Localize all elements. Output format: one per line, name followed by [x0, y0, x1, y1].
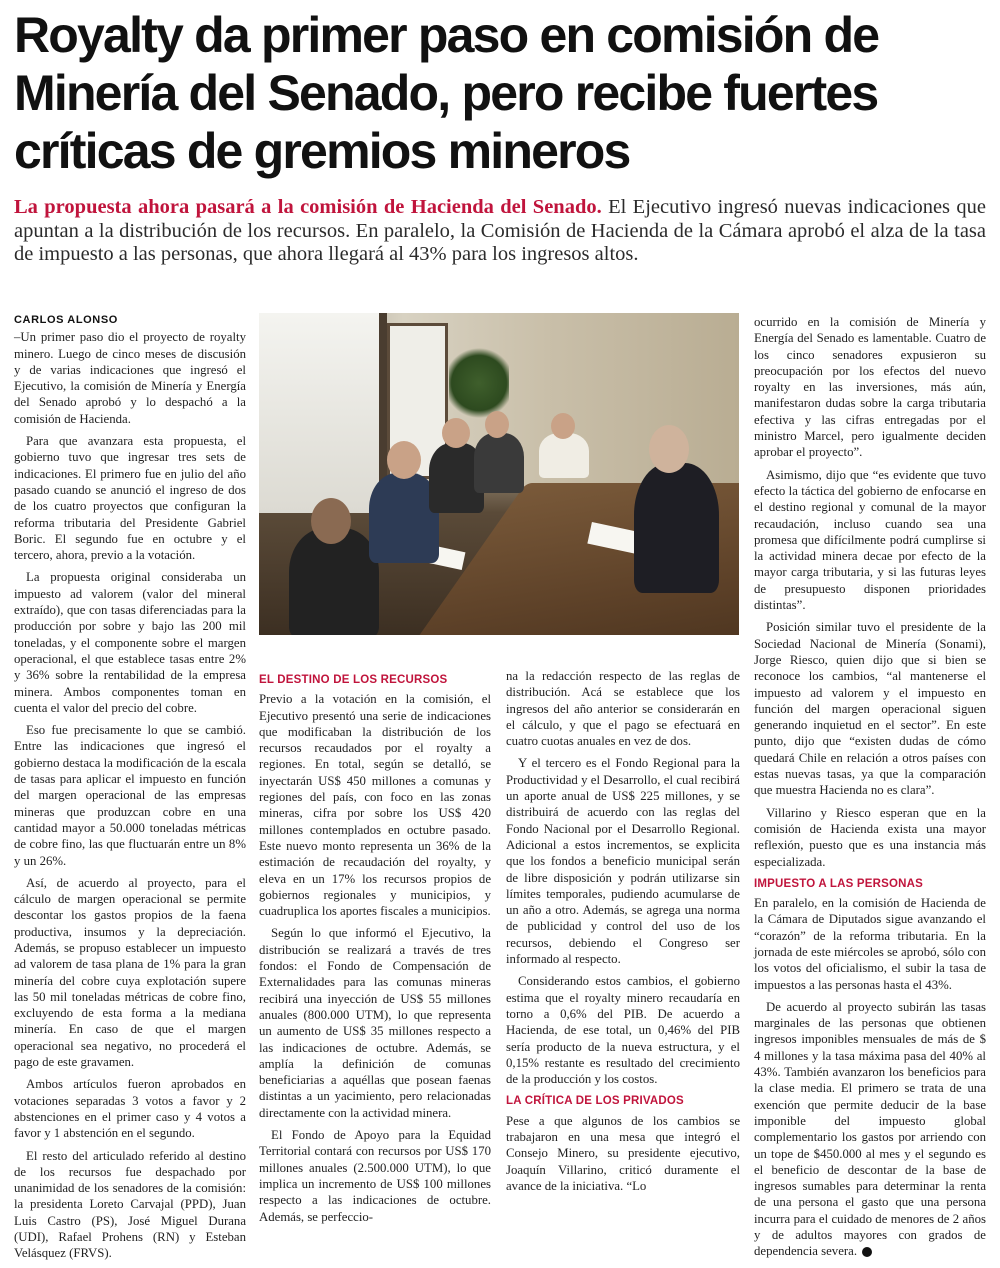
headline: Royalty da primer paso en comisión de Minería del Senado, pero recibe fuertes críticas de gremios mineros — [14, 7, 879, 179]
column-4 — [754, 314, 986, 1266]
paragraph: Ambos artículos fueron aprobados en votaciones separadas 3 votos a favor y 2 abstenciones en el primer caso y 4 votos a favor y 1 abstención en el segundo. — [14, 1077, 246, 1141]
photo-head — [551, 413, 575, 439]
column-2 — [259, 668, 491, 1231]
paragraph — [754, 999, 986, 1260]
paragraph: El resto del articulado referido al destino de los recursos fue despachado por unanimidad de los senadores de la comisión: la presidenta Loreto Carvajal (PPD), Juan Luis Castro (PS), José Miguel Durana (UDI), Rafael Prohens (RN) y Esteban Velásquez (FRVS). — [14, 1148, 246, 1261]
column-3 — [506, 668, 740, 1200]
paragraph: La propuesta original consideraba un impuesto ad valorem (valor del mineral extraído), que con tasas diferenciadas para la producción por sobre y bajo las 200 mil toneladas, y el componente sobre el margen operacional, el que establece tasas entre 2% y 36% sobre la rentabilidad de la empresa minera. Ambos componentes toman en cuenta el valor del precio del cobre. — [14, 570, 246, 715]
photo-window — [259, 313, 387, 513]
lede-highlight: La propuesta ahora pasará a la comisión de Hacienda del Senado. — [14, 196, 602, 218]
photo-head — [311, 498, 351, 544]
photo-person — [539, 433, 589, 478]
paragraph: El Fondo de Apoyo para la Equidad Territorial contará con recursos por US$ 170 millones anuales (2.500.000 UTM), lo que implica un incremento de US$ 100 millones respecto a las indicaciones de octubre. Además, se perfeccio- — [259, 1128, 491, 1224]
paragraph: na la redacción respecto de las reglas de distribución. Acá se establece que los ingresos del año anterior se considerarán en el cálculo, y que el pago se efectuará en cuatro cuotas anuales en vez de dos. — [506, 669, 740, 749]
end-mark-icon: P — [862, 1247, 872, 1257]
subhead-critica: LA CRÍTICA DE LOS PRIVADOS — [506, 1095, 684, 1108]
byline: CARLOS ALONSO — [14, 314, 118, 326]
photo-person — [289, 528, 379, 635]
paragraph: Así, de acuerdo al proyecto, para el cálculo de margen operacional se permite descontar los gastos propios de la faena productiva, insumos y la depreciación. Además, se propuso establecer un impuesto ad valorem de tasa plana de 1% para la gran minería del cobre cuya explotación supere las 50 mil toneladas métricas de cobre fino, excluyendo de esta forma a la mediana minería. En caso de que el margen operacional sea negativo, no procederá el pago de este gravamen. — [14, 875, 246, 1070]
photo-person — [474, 433, 524, 493]
paragraph: Eso fue precisamente lo que se cambió. Entre las indicaciones que ingresó el gobierno destaca la modificación de la escala de tasas para aplicar el impuesto en función del margen operacional de las empresas mineras que produzcan cobre en una cantidad mayor a 50.000 toneladas métricas de cobre fino, las que fluctuarán entre un 8% y un 26%. — [14, 723, 246, 868]
photo-head — [442, 418, 470, 448]
lede — [14, 196, 986, 267]
paragraph: Posición similar tuvo el presidente de la Sociedad Nacional de Minería (Sonami), Jorge Riesco, quien dijo que si bien se reconoce los cambios, “al mantenerse el impuesto ad valorem y el impuesto en función del margen operacional siguen generando inquietud en el sector”. En este punto, dijo que “existen dudas de cómo quedará Chile en relación a otros países con estas nuevas tasas, ya que la comparación que muestra Hacienda no es clara”. — [754, 620, 986, 798]
subhead-destino: EL DESTINO DE LOS RECURSOS — [259, 674, 448, 686]
paragraph: Asimismo, dijo que “es evidente que tuvo efecto la táctica del gobierno de enfocarse en el destino regional y comunal de la mayor recaudación, incluso cuando sea una promesa que difícilmente podrá cumplirse si la actividad minera decae por efecto de la mayor carga tributaria, y si las futuras leyes de presupuesto disponen prioridades distintas”. — [754, 467, 986, 613]
paragraph: Según lo que informó el Ejecutivo, la distribución se realizará a través de tres fondos: el Fondo de Compensación de Externalidades para las comunas mineras recibirá una inyección de US$ 55 millones anuales (800.000 UTM), lo que representa un aumento de US$ 35 millones respecto a las indicaciones de octubre. Además, se amplía la definición de comunas beneficiarias a aquéllas que posean faenas distintas a un yacimiento, pero relacionadas directamente con la actividad minera. — [259, 926, 491, 1120]
paragraph: Para que avanzara esta propuesta, el gobierno tuvo que ingresar tres sets de indicaciones. El primero fue en julio del año pasado cuando se anunció el ingreso de dos de los cuatro proyectos que configuran la reforma tributaria del Presidente Gabriel Boric. El segundo fue en octubre y el tercero, ahora, previo a la votación. — [14, 434, 246, 563]
paragraph: Previo a la votación en la comisión, el Ejecutivo presentó una serie de indicaciones que modificaban la distribución de los recursos recaudados por el royalty a regiones. En total, según se detalló, se inyectarán US$ 450 millones a comunas y regiones del país, con foco en las zonas mineras, cifra por sobre los US$ 420 millones contemplados en octubre pasado. Este nuevo monto representa un 36% de la estimación de recaudación del royalty, y eleva en un 17% los recursos propios de gobiernos regionales y municipios, y cuadruplica los aportes fiscales a municipios. — [259, 692, 491, 919]
paragraph: –Un primer paso dio el proyecto de royalty minero. Luego de cinco meses de discusión y de varias indicaciones que ingresó el Ejecutivo, la comisión de Minería y Energía del Senado aprobó y lo despachó a la comisión de Hacienda. — [14, 330, 246, 426]
article-photo — [259, 313, 739, 635]
photo-head — [485, 411, 509, 438]
paragraph: Considerando estos cambios, el gobierno estima que el royalty minero recaudaría en torno a 0,6% del PIB. De acuerdo a Hacienda, de ese total, un 0,46% del PIB sería producto de la nueva estructura, y el 0,15% restante es resultado del crecimiento de la producción y los costos. — [506, 974, 740, 1087]
paragraph: ocurrido en la comisión de Minería y Energía del Senado es lamentable. Cuatro de los cinco senadores expusieron su preocupación por los efectos del nuevo royalty en las inversiones, más aún, manifestaron dudas sobre la carga tributaria efectiva y las cifras entregadas por el ministro Marcel, pero igualmente deciden aprobar el proyecto”. — [754, 315, 986, 460]
paragraph: Y el tercero es el Fondo Regional para la Productividad y el Desarrollo, el cual recibirá un aporte anual de US$ 225 millones, y se distribuirá de acuerdo con las reglas del Fondo Nacional por el Desarrollo Regional. Adicional a estos incrementos, se explicita que los fondos a beneficio municipal serán de libre disposición y podrán utilizarse sin límites temporales, pudiendo acumularse de un año a otro. Además, se agrega una norma de publicidad y control del uso de los recursos, debiendo el Congreso ser informado al respecto. — [506, 756, 740, 967]
paragraph-text: De acuerdo al proyecto subirán las tasas marginales de las personas que obtienen ingresos imponibles mensuales de más de $ 4 millones y la tasa máxima pasa del 40% al 43%. También avanzaron los beneficios para la clase media. El primero se trata de una exención que permite deducir de la base imponible del impuesto global complementario los gastos por arriendo con un tope de $450.000 al mes y el segundo es el beneficio de descontar de la base de ingresos sumables para determinar la renta de una persona el gasto que una persona incurra para el cuidado de menores de 2 años y de adultos mayores con grados de dependencia severa. — [754, 999, 986, 1259]
photo-head — [387, 441, 421, 479]
lede-text: El Ejecutivo ingresó nuevas indicaciones que apuntan a la distribución de los recursos. En paralelo, la Comisión de Hacienda de la Cámara aprobó el alza de la tasa de impuesto a las personas, que ahora llegará al 43% para los ingresos altos. — [14, 196, 986, 265]
paragraph: En paralelo, en la comisión de Hacienda de la Cámara de Diputados sigue avanzando el “corazón” de la reforma tributaria. En la jornada de este miércoles se aprobó, sólo con los votos del oficialismo, el subir la tasa de impuestos a las personas hasta el 43%. — [754, 896, 986, 992]
paragraph: Villarino y Riesco esperan que en la comisión de Hacienda exista una mayor reflexión, puesto que es una instancia más especializada. — [754, 805, 986, 869]
photo-person — [634, 463, 719, 593]
column-1 — [14, 312, 246, 1268]
paragraph: Pese a que algunos de los cambios se trabajaron en una mesa que integró el Consejo Minero, su presidente ejecutivo, Joaquín Villarino, criticó duramente el avance de la iniciativa. “Lo — [506, 1113, 740, 1193]
photo-head — [649, 425, 689, 473]
subhead-impuesto: IMPUESTO A LAS PERSONAS — [754, 877, 924, 890]
